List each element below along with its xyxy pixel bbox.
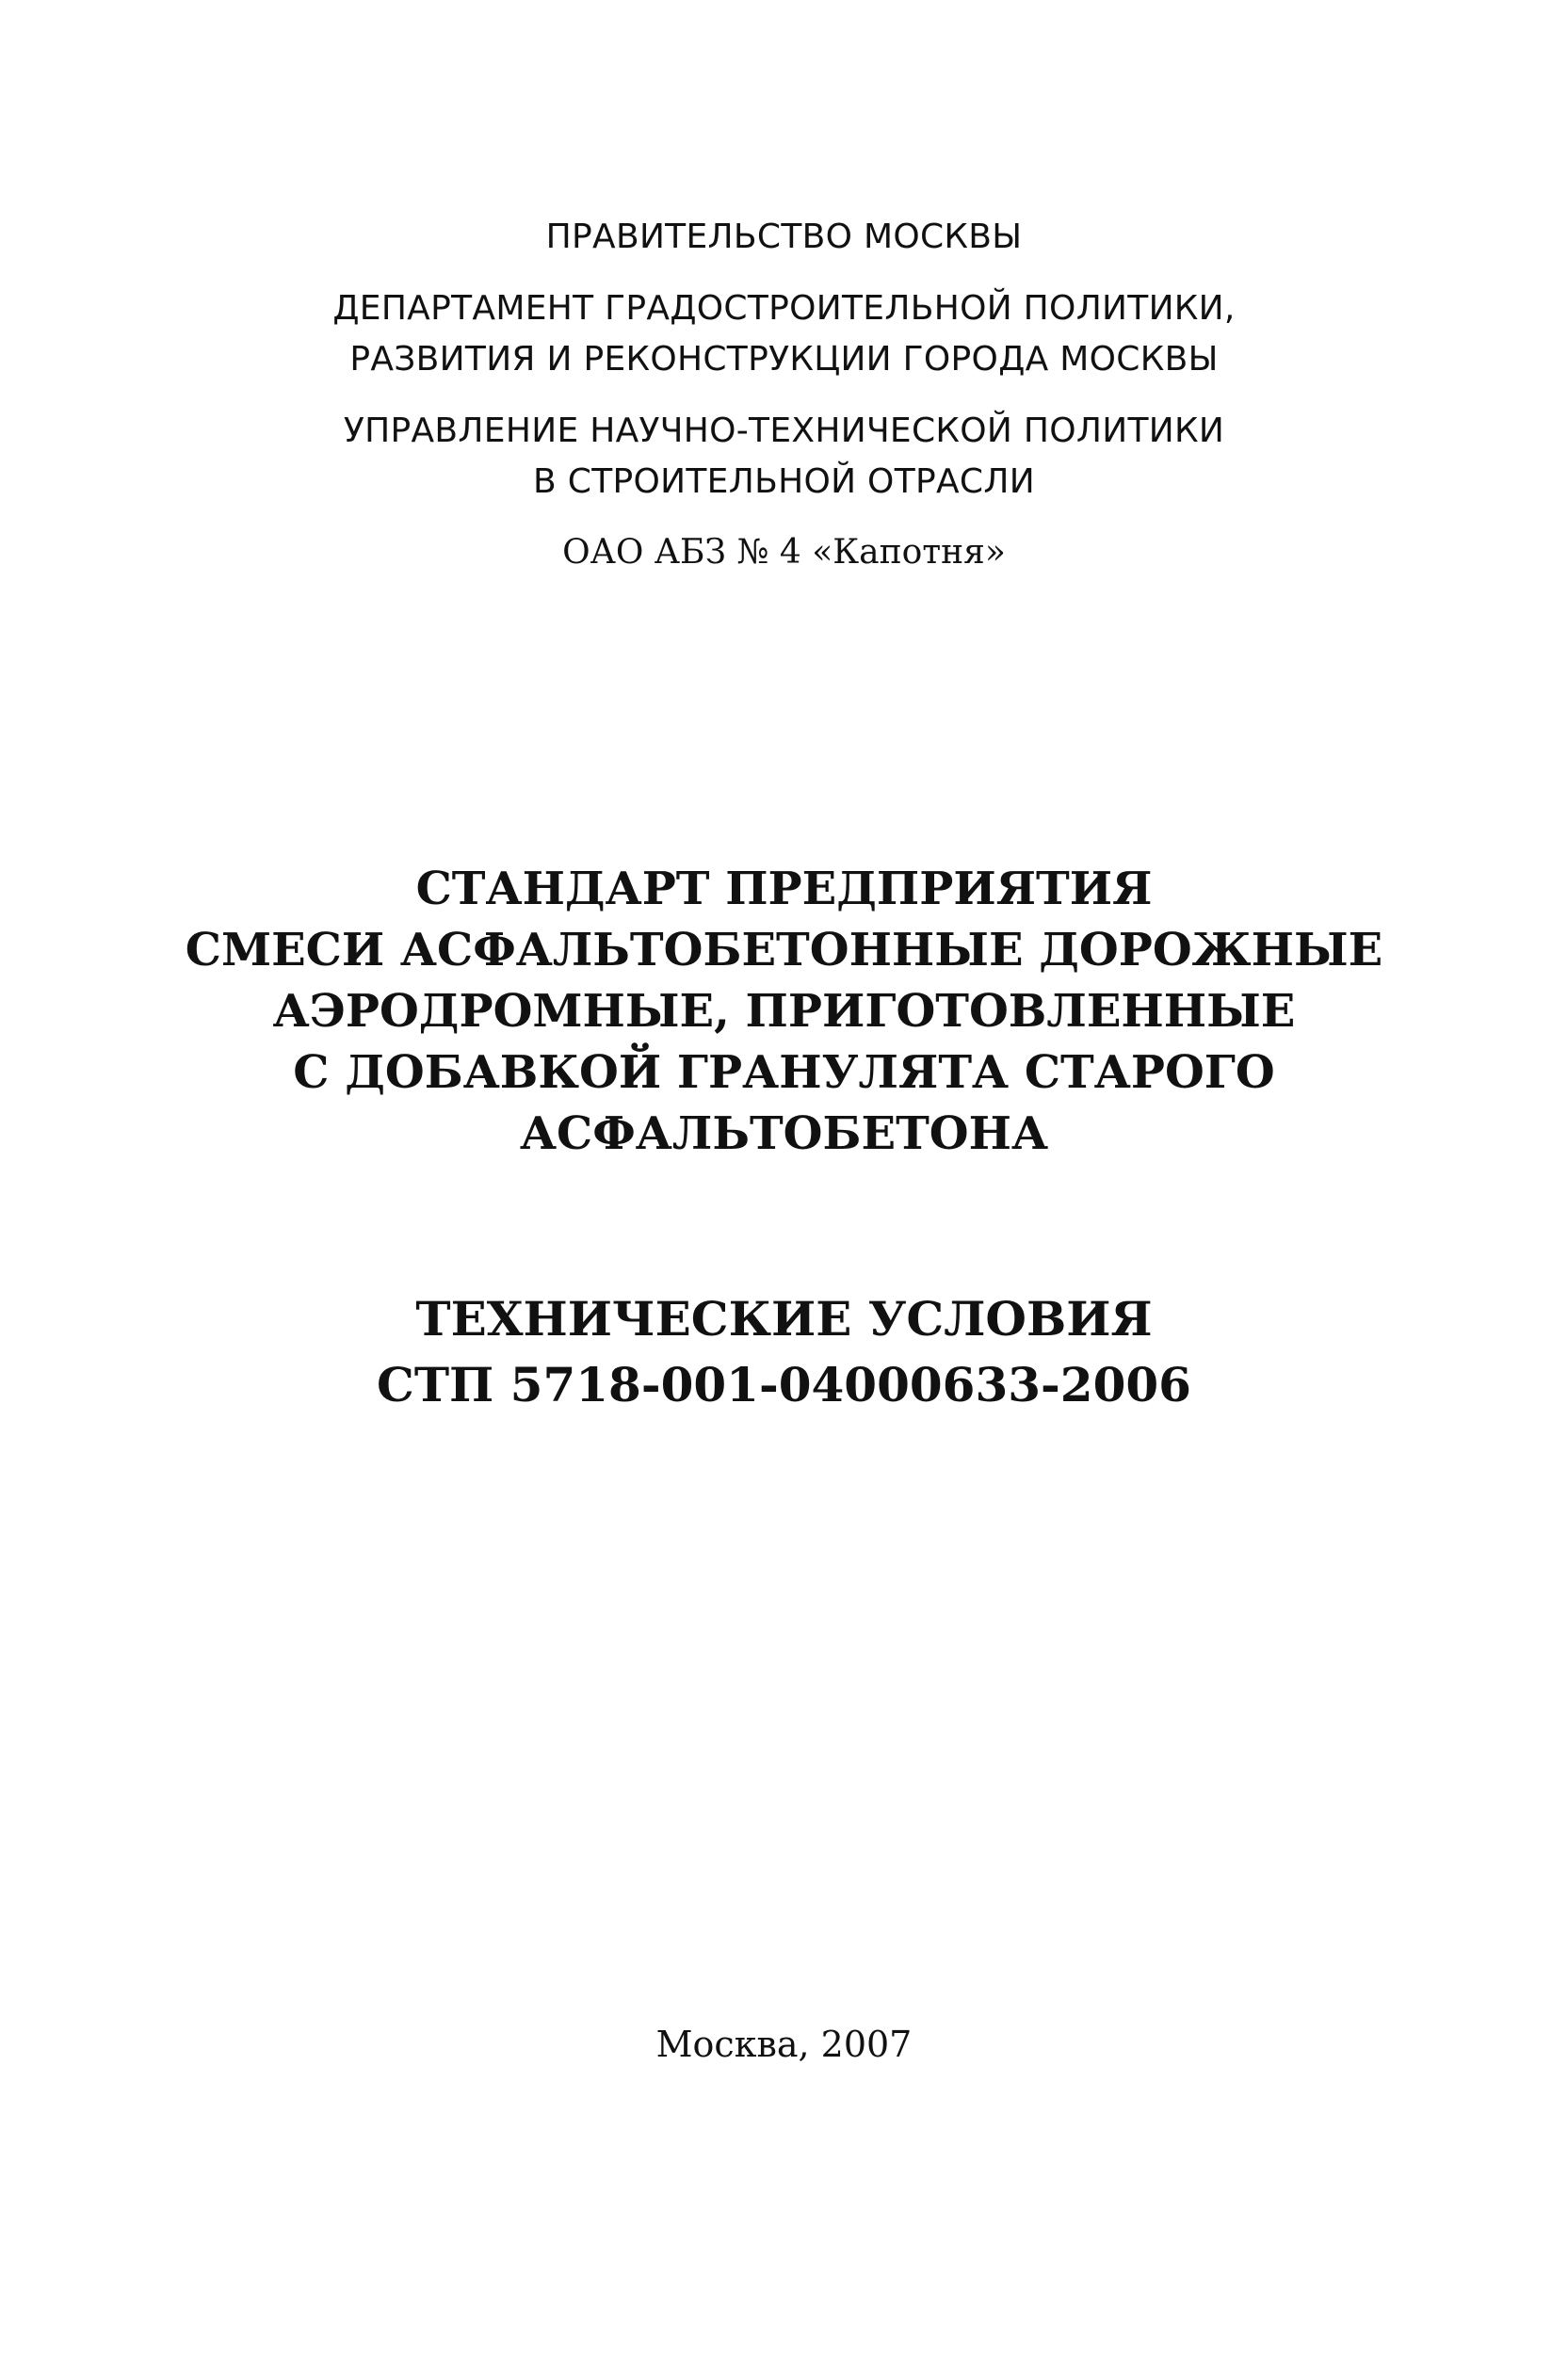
document-header bbox=[0, 212, 1568, 508]
organization-name: ОАО АБЗ № 4 «Капотня» bbox=[562, 533, 1006, 572]
document-title bbox=[0, 859, 1568, 1165]
department-name-line-1: ДЕПАРТАМЕНТ ГРАДОСТРОИТЕЛЬНОЙ ПОЛИТИКИ, bbox=[332, 289, 1236, 328]
document-subtitle bbox=[0, 1286, 1568, 1418]
directorate-block bbox=[0, 406, 1568, 508]
document-kind: ТЕХНИЧЕСКИЕ УСЛОВИЯ bbox=[415, 1291, 1153, 1347]
title-line-4: С ДОБАВКОЙ ГРАНУЛЯТА СТАРОГО bbox=[293, 1046, 1275, 1099]
title-line-5: АСФАЛЬТОБЕТОНА bbox=[519, 1107, 1049, 1160]
title-line-1: СТАНДАРТ ПРЕДПРИЯТИЯ bbox=[415, 863, 1153, 915]
directorate-name-line-1: УПРАВЛЕНИЕ НАУЧНО-ТЕХНИЧЕСКОЙ ПОЛИТИКИ bbox=[343, 411, 1225, 450]
document-code: СТП 5718-001-04000633-2006 bbox=[377, 1357, 1191, 1412]
place-and-year: Москва, 2007 bbox=[655, 2024, 913, 2065]
department-block bbox=[0, 283, 1568, 385]
department-name-line-2: РАЗВИТИЯ И РЕКОНСТРУКЦИИ ГОРОДА МОСКВЫ bbox=[349, 340, 1219, 379]
title-line-3: АЭРОДРОМНЫЕ, ПРИГОТОВЛЕННЫЕ bbox=[272, 985, 1296, 1038]
directorate-name-line-2: В СТРОИТЕЛЬНОЙ ОТРАСЛИ bbox=[533, 462, 1035, 501]
government-name: ПРАВИТЕЛЬСТВО МОСКВЫ bbox=[545, 218, 1023, 256]
government-block bbox=[0, 212, 1568, 263]
title-line-2: СМЕСИ АСФАЛЬТОБЕТОННЫЕ ДОРОЖНЫЕ bbox=[185, 924, 1383, 976]
